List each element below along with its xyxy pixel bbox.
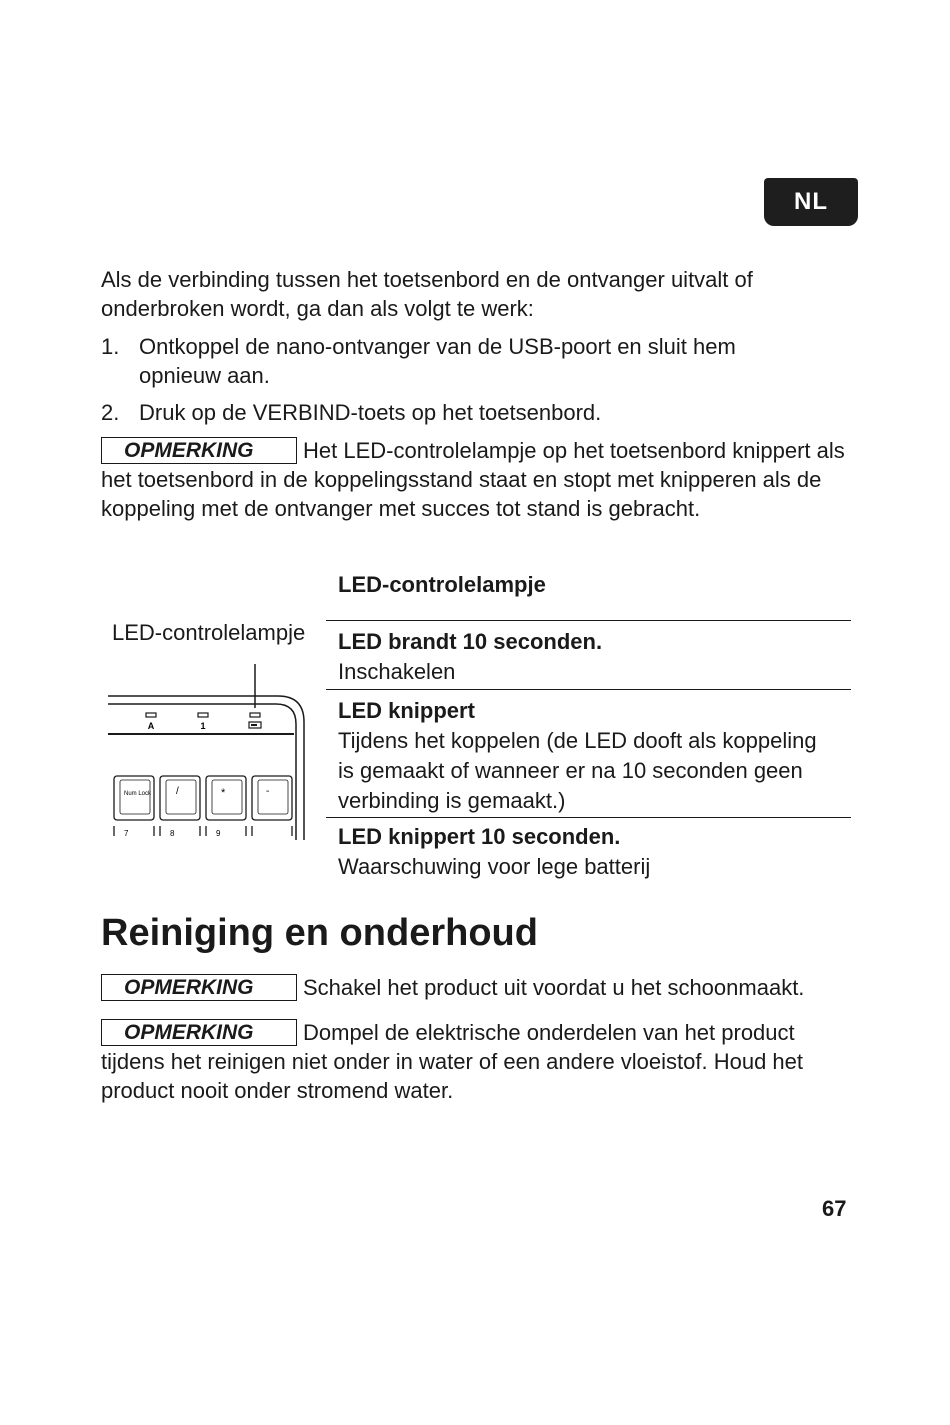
- led-row-desc: Waarschuwing voor lege batterij: [338, 854, 651, 879]
- note-led-pairing: [101, 436, 861, 523]
- indicator-label-1: 1: [200, 721, 206, 731]
- note-label: OPMERKING: [101, 437, 297, 464]
- step-number: 1.: [101, 334, 120, 359]
- num-lock-label: Num Lock: [124, 791, 152, 797]
- page-number: 67: [822, 1196, 847, 1221]
- led-figure-label: LED-controlelampje: [112, 620, 306, 645]
- slash-label: /: [176, 786, 179, 797]
- led-row: [326, 620, 851, 689]
- language-tab: NL: [764, 178, 858, 226]
- note-label: OPMERKING: [101, 974, 297, 1001]
- intro-paragraph: Als de verbinding tussen het toetsenbord en de ontvanger uitvalt of onderbroken wordt, ga dan als volgt te werk:: [101, 267, 753, 321]
- key-9-label: 9: [216, 829, 221, 838]
- asterisk-label: *: [221, 787, 226, 799]
- section-title: Reiniging en onderhoud: [101, 912, 538, 954]
- battery-icon-fill: [251, 724, 257, 726]
- note-switch-off: [101, 973, 871, 1002]
- step-text: Ontkoppel de nano-ontvanger van de USB-poort en sluit hem opnieuw aan.: [139, 334, 736, 388]
- note-label: OPMERKING: [101, 1019, 297, 1046]
- led-row: [326, 817, 851, 888]
- led-row-title: LED knippert: [338, 698, 475, 723]
- minus-label: -: [266, 786, 270, 797]
- step-number: 2.: [101, 400, 120, 425]
- led-column-header: LED-controlelampje: [338, 572, 546, 597]
- note-text: Schakel het product uit voordat u het schoonmaakt.: [303, 975, 805, 1000]
- led-indicator-1: [198, 713, 208, 717]
- led-row: [326, 689, 851, 818]
- note-text: Dompel de elektrische onderdelen van het product tijdens het reinigen niet onder in water of een andere vloeistof. Houd het product nooit onder stromend water.: [101, 1020, 804, 1103]
- led-row-title: LED brandt 10 seconden.: [338, 629, 603, 654]
- led-row-desc: Tijdens het koppelen (de LED dooft als koppeling is gemaakt of wanneer er na 10 seconden geen verbinding is gemaakt.): [338, 728, 817, 813]
- led-indicator-a: [146, 713, 156, 717]
- led-row-desc: Inschakelen: [338, 659, 456, 684]
- note-no-water: [101, 1018, 861, 1105]
- indicator-label-a: A: [147, 721, 155, 731]
- key-8-label: 8: [170, 829, 175, 838]
- note-text: Het LED-controlelampje op het toetsenbord knippert als het toetsenbord in de koppelingsstand staat en stopt met knipperen als de koppeling met de ontvanger met succes tot stand is gebracht.: [101, 438, 845, 521]
- bottom-key-row: [114, 826, 292, 836]
- keyboard-illustration: [108, 660, 318, 840]
- key-7-label: 7: [124, 829, 129, 838]
- step-text: Druk op de VERBIND-toets op het toetsenbord.: [139, 400, 602, 425]
- led-row-title: LED knippert 10 seconden.: [338, 824, 621, 849]
- led-indicator-battery: [250, 713, 260, 717]
